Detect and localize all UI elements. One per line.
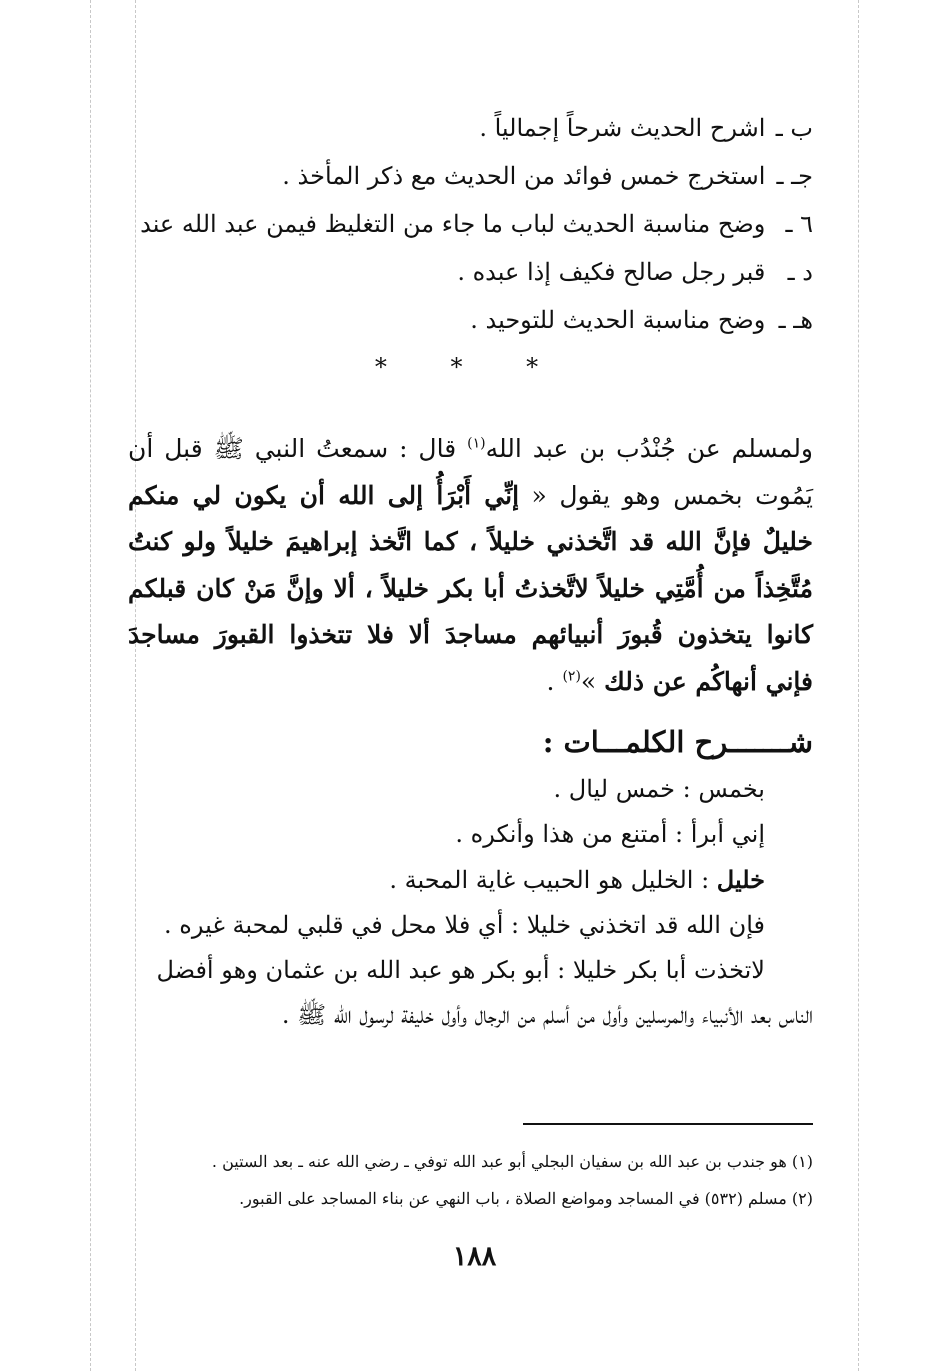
exercise-text: وضح مناسبة الحديث للتوحيد . — [470, 306, 766, 334]
glossary-definition: : أبو بكر هو عبد الله بن عثمان وهو أفضل — [156, 956, 573, 984]
page-body — [128, 104, 813, 1038]
exercise-item — [128, 296, 813, 344]
exercise-label: جـ ـ — [776, 162, 813, 190]
glossary-item — [128, 767, 813, 812]
glossary-item — [128, 903, 813, 948]
exercise-label: ٦ ـ — [785, 210, 813, 238]
glossary-heading: شـــــــرح الكلمـــات : — [542, 725, 813, 759]
hadith-paragraph — [128, 426, 813, 705]
footnotes — [128, 1143, 813, 1217]
exercise-text: وضح مناسبة الحديث لباب ما جاء من التغليظ فيمن عبد الله عند — [140, 210, 766, 238]
glossary-definition: : الخليل هو الحبيب غاية المحبة . — [389, 866, 717, 894]
glossary-list — [128, 767, 813, 1038]
hadith-intro-rest: قال : سمعتُ النبي ﷺ قبل أن يَمُوت بخمس وهو يقول « — [128, 434, 814, 510]
footnote-ref: (١) — [467, 435, 486, 452]
glossary-term: إني أبرأ — [690, 820, 765, 848]
glossary-term: لاتخذت أبا بكر خليلا — [572, 956, 765, 984]
exercise-label: د ـ — [787, 258, 813, 286]
page-number: ١٨٨ — [452, 1241, 497, 1272]
section-separator: * * * — [374, 353, 567, 381]
exercise-list — [128, 104, 813, 344]
glossary-definition: : أي فلا محل في قلبي لمحبة غيره . — [164, 911, 527, 939]
footnote: (١) هو جندب بن عبد الله بن سفيان البجلي أبو عبد الله توفي ـ رضي الله عنه ـ بعد الستين . — [211, 1152, 813, 1171]
margin-guide-left — [90, 0, 91, 1371]
glossary-definition: : خمس ليال . — [553, 775, 699, 803]
exercise-label: هـ ـ — [778, 306, 813, 334]
hadith-text: إنِّي أَبْرَأُ إلى الله أن يكون لي منكم خليلٌ فإنَّ الله قد اتَّخذني خليلاً ، كما اتَّخذ إبراهيمَ خليلاً ولو كنتُ مُتَّخِذاً من أُمَّتِي خليلاً لاتَّخذتُ أبا بكر خليلاً ، ألا وإنَّ مَنْ كان قبلكم كانوا يتخذون قُبورَ أنبيائهم مساجدَ ألا فلا تتخذوا القبورَ مساجدَ فإني أنهاكُم عن ذلك — [128, 480, 813, 696]
exercise-item — [128, 152, 813, 200]
exercise-text: استخرج خمس فوائد من الحديث مع ذكر المأخذ . — [282, 162, 766, 190]
glossary-definition-continued: الناس بعد الأنبياء والمرسلين وأول من أسلم من الرجال وأول خليفة لرسول الله ﷺ . — [281, 1001, 813, 1029]
exercise-item — [128, 200, 813, 248]
glossary-term: بخمس — [698, 775, 765, 803]
glossary-term: خليل — [716, 865, 765, 894]
glossary-item — [128, 857, 813, 903]
glossary-item — [128, 948, 813, 1038]
hadith-intro: ولمسلم عن جُنْدُب بن عبد الله — [485, 434, 814, 463]
glossary-item — [128, 812, 813, 857]
exercise-text: قبر رجل صالح فكيف إذا عبده . — [457, 258, 766, 286]
hadith-closing: » — [580, 666, 605, 696]
exercise-item — [128, 104, 813, 152]
footnote: (٢) مسلم (٥٣٢) في المساجد ومواضع الصلاة ، باب النهي عن بناء المساجد على القبور. — [239, 1189, 813, 1208]
glossary-term: فإن الله قد اتخذني خليلا — [526, 911, 765, 939]
exercise-text: اشرح الحديث شرحاً إجمالياً . — [479, 114, 766, 142]
footnote-ref: (٢) — [562, 668, 581, 685]
glossary-definition: : أمتنع من هذا وأنكره . — [455, 820, 691, 848]
hadith-end: . — [546, 666, 563, 696]
exercise-label: ب ـ — [775, 114, 813, 142]
margin-guide-right — [858, 0, 859, 1371]
exercise-item — [128, 248, 813, 296]
footnote-divider — [523, 1123, 813, 1125]
